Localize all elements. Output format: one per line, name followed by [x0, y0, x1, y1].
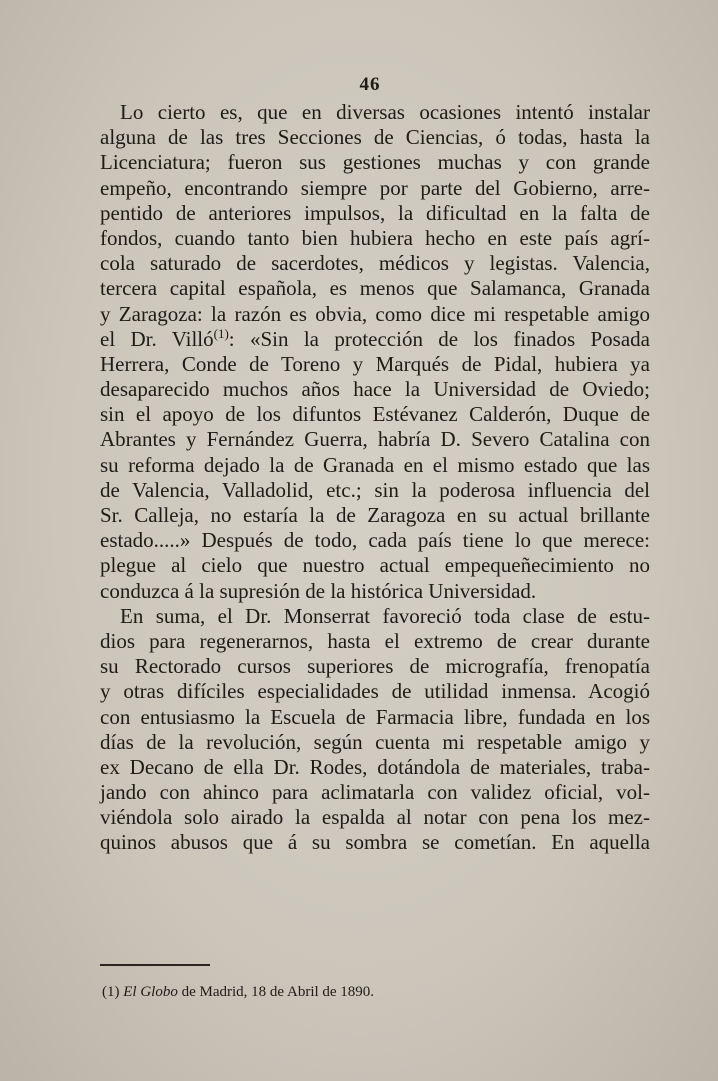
- text-line: desaparecido muchos años hace la Universidad de Oviedo;: [100, 377, 650, 402]
- text-line: Lo cierto es, que en diversas ocasiones intentó instalar: [120, 100, 650, 124]
- text-fragment: : «Sin la protección de los finados Posada: [228, 326, 650, 351]
- text-line: En suma, el Dr. Monserrat favoreció toda clase de estu-: [120, 603, 650, 628]
- text-line: plegue al cielo que nuestro actual empequeñecimiento no: [100, 553, 650, 578]
- text-line: pentido de anteriores impulsos, la dificultad en la falta de: [100, 200, 650, 225]
- text-line: quinos abusos que á su sombra se cometían. En aquella: [100, 830, 650, 855]
- text-line: alguna de las tres Secciones de Ciencias, ó todas, hasta la: [100, 125, 650, 150]
- footnote-text: de Madrid, 18 de Abril de 1890.: [177, 984, 375, 1000]
- text-line: ex Decano de ella Dr. Rodes, dotándola de materiales, traba-: [100, 754, 650, 779]
- text-line: Abrantes y Fernández Guerra, habría D. Severo Catalina con: [100, 427, 650, 452]
- text-line: Sr. Calleja, no estaría la de Zaragoza en su actual brillante: [100, 503, 650, 527]
- footnote-divider: [100, 964, 210, 966]
- text-fragment: el Dr. Villó: [100, 326, 214, 351]
- footnote: [102, 984, 522, 1001]
- text-line: estado.....» Después de todo, cada país tiene lo que merece:: [100, 528, 650, 553]
- text-line-with-footnote: [100, 327, 650, 352]
- text-line: tercera capital española, es menos que Salamanca, Granada: [100, 276, 650, 301]
- text-line: días de la revolución, según cuenta mi respetable amigo y: [100, 729, 650, 754]
- text-line: Licenciatura; fueron sus gestiones muchas y con grande: [100, 150, 650, 175]
- footnote-reference[interactable]: (1): [213, 325, 229, 341]
- text-line: y otras difíciles especialidades de utilidad inmensa. Acogió: [100, 679, 650, 704]
- text-line: con entusiasmo la Escuela de Farmacia libre, fundada en los: [100, 704, 650, 729]
- text-line: fondos, cuando tanto bien hubiera hecho en este país agrí-: [100, 225, 650, 250]
- text-line: Herrera, Conde de Toreno y Marqués de Pidal, hubiera ya: [100, 351, 650, 376]
- body-text: [100, 100, 650, 856]
- text-line: empeño, encontrando siempre por parte del Gobierno, arre-: [100, 175, 650, 200]
- footnote-marker: (1): [102, 984, 120, 1000]
- footnote-source-title: El Globo: [123, 984, 178, 1000]
- text-line: sin el apoyo de los difuntos Estévanez Calderón, Duque de: [100, 402, 650, 427]
- text-line: su Rectorado cursos superiores de micrografía, frenopatía: [100, 654, 650, 679]
- text-line: y Zaragoza: la razón es obvia, como dice mi respetable amigo: [100, 301, 650, 326]
- text-line: viéndola solo airado la espalda al notar con pena los mez-: [100, 805, 650, 830]
- text-line: dios para regenerarnos, hasta el extremo de crear durante: [100, 628, 650, 653]
- text-line: su reforma dejado la de Granada en el mismo estado que las: [100, 452, 650, 477]
- page-number: 46: [359, 74, 381, 95]
- text-line: de Valencia, Valladolid, etc.; sin la poderosa influencia del: [100, 477, 650, 502]
- text-line: conduzca á la supresión de la histórica Universidad.: [100, 578, 537, 603]
- text-line: cola saturado de sacerdotes, médicos y legistas. Valencia,: [100, 251, 650, 276]
- text-line: jando con ahinco para aclimatarla con validez oficial, vol-: [100, 780, 650, 805]
